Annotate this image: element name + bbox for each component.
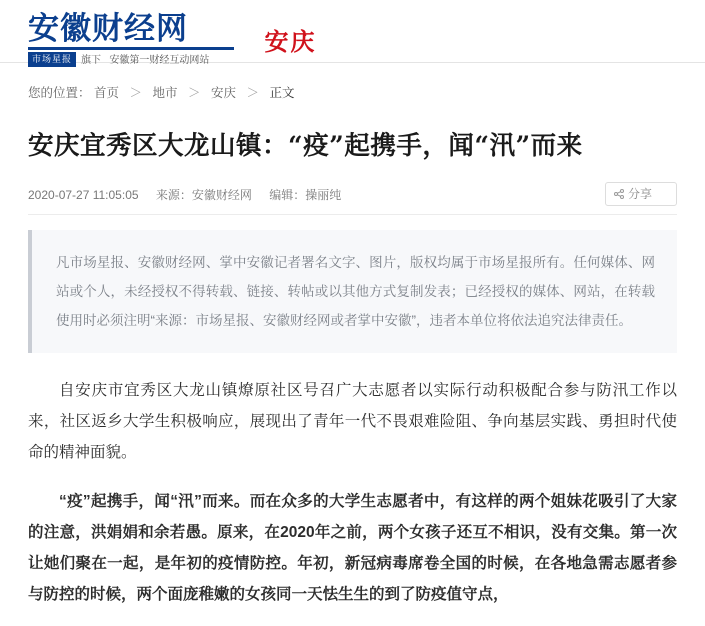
city-label: 安庆 [264, 27, 317, 56]
site-header [0, 0, 705, 66]
article [0, 127, 705, 610]
article-datetime: 2020-07-27 11:05:05 [28, 188, 139, 202]
article-editor: 编辑：操丽纯 [269, 188, 342, 202]
breadcrumb-item-city-list[interactable]: 地市 [152, 86, 178, 100]
share-button[interactable] [605, 182, 677, 206]
logo-badge: 市场星报 [28, 52, 76, 67]
share-button-label: 分享 [627, 187, 652, 201]
breadcrumb-separator: ＞ [129, 86, 143, 100]
breadcrumb-separator: ＞ [188, 86, 201, 100]
article-body [28, 353, 677, 610]
share-icon [614, 187, 624, 197]
page-title: 安庆宜秀区大龙山镇：“疫”起携手，闻“汛”而来 [28, 131, 583, 161]
breadcrumb-separator: ＞ [246, 86, 260, 100]
site-logo-text: 安徽财经网 [28, 11, 188, 47]
breadcrumb-item-current: 正文 [269, 86, 295, 100]
article-paragraph: 自安庆市宜秀区大龙山镇燎原社区号召广大志愿者以实际行动积极配合参与防汛工作以来，社区返乡大学生积极响应，展现出了青年一代不畏艰难险阻、争向基层实践、勇担时代使命的精神面貌。 [28, 382, 677, 461]
breadcrumb-item-home[interactable]: 首页 [94, 86, 120, 100]
article-meta [28, 182, 677, 208]
meta-divider [28, 214, 677, 215]
breadcrumb-item-anqing[interactable]: 安庆 [211, 86, 237, 100]
article-source: 来源：安徽财经网 [155, 188, 252, 202]
logo-underline [28, 47, 234, 50]
site-logo[interactable] [28, 12, 234, 68]
site-tagline [28, 53, 234, 68]
copyright-notice: 凡市场星报、安徽财经网、掌中安徽记者署名文字、图片，版权均属于市场星报所有。任何媒体、网站或个人，未经授权不得转载、链接、转帖或以其他方式复制发表；已经授权的媒体、网站，在转载使用时必须注明“来源：市场星报、安徽财经网或者掌中安徽”，违者本单位将依法追究法律责任。 [28, 230, 677, 353]
logo-tagline-prefix: 旗下 [81, 55, 102, 66]
breadcrumb-label: 您的位置： [28, 86, 91, 100]
logo-tagline-text: 安徽第一财经互动网站 [109, 55, 210, 66]
article-paragraph: “疫”起携手，闻“汛”而来。而在众多的大学生志愿者中，有这样的两个姐妹花吸引了大家的注意，洪娟娟和余若愚。原来，在2020年之前，两个女孩子还互不相识，没有交集。第一次让她们聚在一起，是年初的疫情防控。年初，新冠病毒席卷全国的时候，在各地急需志愿者参与防控的时候，两个面庞稚嫩的女孩同一天怯生生的到了防疫值守点， [28, 493, 677, 603]
breadcrumb [0, 63, 705, 103]
